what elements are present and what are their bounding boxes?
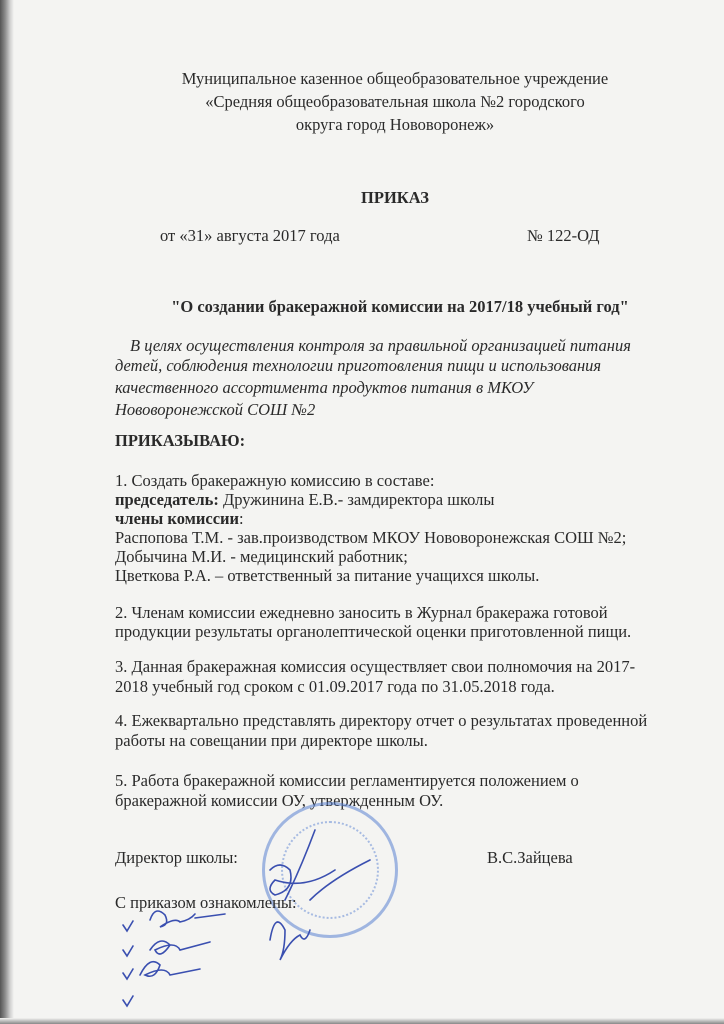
chair-name: Дружинина Е.В.- замдиректора школы	[218, 490, 495, 509]
members-label: члены комиссии	[115, 509, 240, 528]
item-2-line-1: 2. Членам комиссии ежедневно заносить в Журнал бракеража готовой	[115, 603, 608, 622]
preamble-line: качественного ассортимента продуктов питания в МКОУ	[115, 378, 534, 397]
director-signature	[270, 830, 370, 900]
acquainted-label: С приказом ознакомлены:	[115, 893, 297, 912]
member-2: Добычина М.И. - медицинский работник;	[115, 547, 408, 566]
check-mark-3	[123, 969, 133, 979]
check-mark-2	[123, 946, 133, 956]
preamble-line: Нововоронежской СОШ №2	[115, 400, 316, 419]
institution-line-3: округа город Нововоронеж»	[295, 115, 495, 134]
item-2-line-2: продукции результаты органолептической оценки приготовленной пищи.	[115, 622, 632, 641]
order-title: ПРИКАЗ	[361, 188, 429, 207]
order-word: ПРИКАЗЫВАЮ:	[115, 431, 246, 450]
handwritten-signatures	[100, 810, 430, 1020]
item-5-line-2: бракеражной комиссии ОУ, утвержденным ОУ.	[115, 791, 444, 810]
signature-1	[150, 911, 225, 927]
stamp-signature	[270, 922, 310, 960]
signature-2	[150, 941, 210, 954]
preamble-line: детей, соблюдения технологии приготовления пищи и использования	[115, 356, 602, 375]
item-4-line-2: работы на совещании при директоре школы.	[115, 731, 428, 750]
item-5-line-1: 5. Работа бракеражной комиссии регламентируется положением о	[115, 771, 579, 790]
order-subject: "О создании бракеражной комиссии на 2017/18 учебный год"	[171, 297, 629, 316]
chair-label: председатель:	[115, 490, 219, 509]
members-colon: :	[239, 509, 244, 528]
item-3-line-1: 3. Данная бракеражная комиссия осуществляет свои полномочия на 2017-	[115, 657, 636, 676]
member-1: Распопова Т.М. - зав.производством МКОУ Нововоронежская СОШ №2;	[115, 528, 627, 547]
institution-line-1: Муниципальное казенное общеобразовательное учреждение	[181, 69, 609, 88]
scan-edge-shadow	[0, 0, 14, 1024]
item-4-line-1: 4. Ежеквартально представлять директору отчет о результатах проведенной	[115, 711, 648, 730]
member-3: Цветкова Р.А. – ответственный за питание учащихся школы.	[115, 566, 540, 585]
director-role: Директор школы:	[115, 848, 238, 867]
item-3-line-2: 2018 учебный год сроком с 01.09.2017 года по 31.05.2018 года.	[115, 677, 555, 696]
chair-line	[115, 490, 494, 509]
check-mark-4	[123, 996, 133, 1006]
institution-line-2: «Средняя общеобразовательная школа №2 городского	[205, 92, 585, 111]
signature-3	[140, 962, 200, 977]
order-date: от «31» августа 2017 года	[160, 226, 340, 245]
item-1: 1. Создать бракеражную комиссию в составе:	[115, 471, 435, 490]
preamble-line: В целях осуществления контроля за правильной организацией питания	[130, 336, 631, 355]
director-name: В.С.Зайцева	[487, 848, 573, 867]
check-mark-1	[123, 921, 133, 931]
members-heading	[115, 509, 244, 528]
order-number: № 122-ОД	[527, 226, 600, 245]
